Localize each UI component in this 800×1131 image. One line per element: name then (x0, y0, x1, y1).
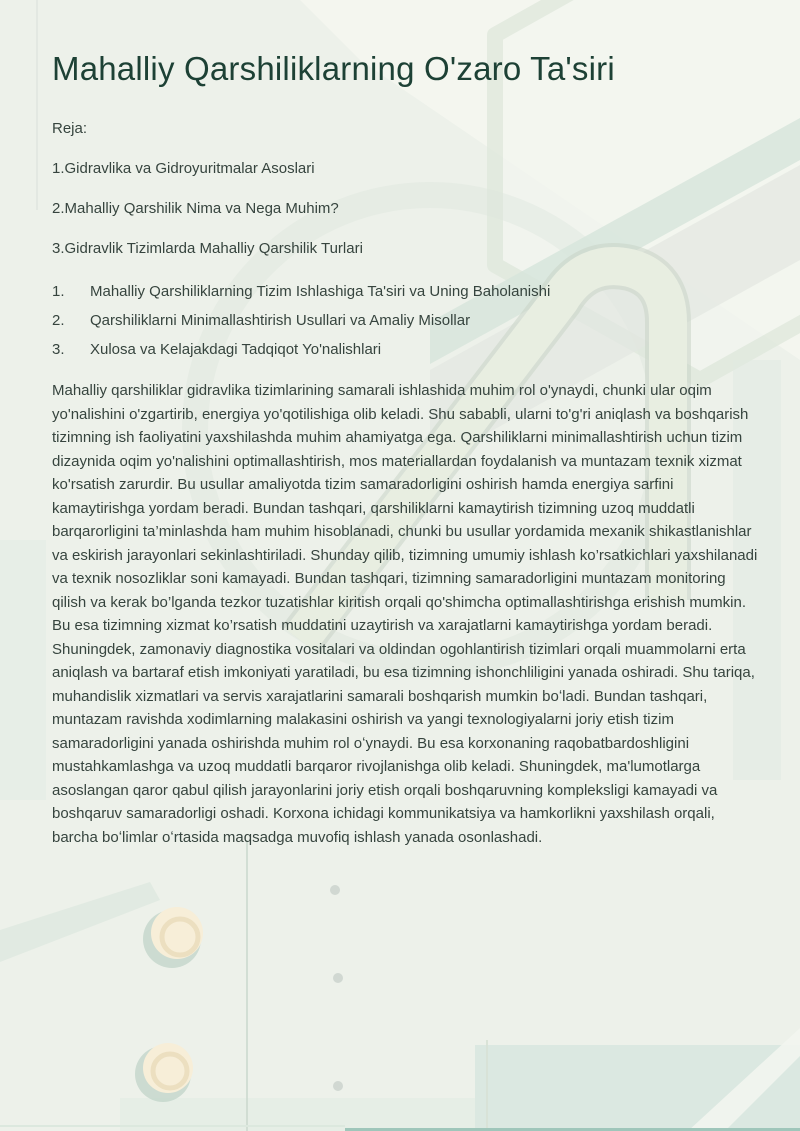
plan-label: Reja: (52, 120, 88, 137)
agenda-item-number: 3. (52, 341, 65, 358)
agenda-item-label: Xulosa va Kelajakdagi Tadqiqot Yo'nalishlari (90, 341, 382, 358)
plan-item-1: 1.Gidravlika va Gidroyuritmalar Asoslari (52, 160, 315, 177)
agenda-list (52, 281, 756, 361)
body-paragraph: Mahalliy qarshiliklar gidravlika tizimlarining samarali ishlashida muhim rol o'ynaydi, chunki ular oqim yo'nalishini o'zgartirib, energiya yo'qotilishiga olib keladi. Shu sababli, ularni to'g'ri aniqlash va boshqarish tizimning ish faoliyatini yaxshilashda muhim ahamiyatga ega. Qarshiliklarni minimallashtirish uchun tizim dizaynida oqim yo'nalishini optimallashtirish, mos materiallardan foydalanish va muntazam texnik xizmat ko'rsatish zarurdir. Bu usullar amaliyotda tizim samaradorligini oshirish hamda energiya sarfini kamaytirishga yordam beradi. Bundan tashqari, qarshiliklarni kamaytirish tizimning uzoq muddatli barqarorligini ta’minlashda ham muhim hisoblanadi, chunki bu usullar yordamida mexanik shikastlanishlar va eskirish jarayonlari sekinlashtiriladi. Shunday qilib, tizimning umumiy ishlash ko’rsatkichlari yaxshilanadi va texnik nosozliklar soni kamayadi. Bundan tashqari, tizimning samaradorligini muntazam monitoring qilish va kerak bo’lganda tezkor tuzatishlar kiritish orqali qo'shimcha optimallashtirishga erishish mumkin. Bu esa tizimning xizmat ko’rsatish muddatini uzaytirish va xarajatlarni kamaytirishga yordam beradi. Shuningdek, zamonaviy diagnostika vositalari va oldindan ogohlantirish tizimlari orqali muammolarni erta aniqlash va bartaraf etish imkoniyati yaratiladi, bu esa tizimning ishonchliligini yanada oshiradi. Shu tariqa, muhandislik xizmatlari va servis xarajatlarini samarali boshqarish mumkin boʻladi. Bundan tashqari, muntazam ravishda xodimlarning malakasini oshirish va yangi texnologiyalarni joriy etish tizim samaradorligini yanada oshirishda muhim rol oʻynaydi. Bu esa korxonaning raqobatbardoshligini mustahkamlashga va uzoq muddatli barqaror rivojlanishga olib keladi. Shuningdek, ma'lumotlarga asoslangan qaror qabul qilish jarayonlarini joriy etish orqali boshqaruvning kompleksligi kamayadi va boshqaruv samaradorligi oshadi. Korxona ichidagi kommunikatsiya va hamkorlikni yaxshilash orqali, barcha boʻlimlar oʻrtasida maqsadga muvofiq ishlash yanada osonlashadi. (52, 382, 758, 846)
agenda-item-2 (52, 310, 756, 332)
agenda-item-number: 2. (52, 312, 65, 329)
agenda-item-1 (52, 281, 756, 303)
agenda-item-label: Mahalliy Qarshiliklarning Tizim Ishlashiga Ta'siri va Uning Baholanishi (90, 283, 551, 300)
agenda-item-label: Qarshiliklarni Minimallashtirish Usullari va Amaliy Misollar (90, 312, 471, 329)
plan-item-3: 3.Gidravlik Tizimlarda Mahalliy Qarshilik Turlari (52, 240, 363, 257)
agenda-item-number: 1. (52, 283, 65, 300)
page-title: Mahalliy Qarshiliklarning O'zaro Ta'siri (52, 50, 615, 87)
agenda-item-3 (52, 339, 756, 361)
plan-item-2: 2.Mahalliy Qarshilik Nima va Nega Muhim? (52, 200, 339, 217)
